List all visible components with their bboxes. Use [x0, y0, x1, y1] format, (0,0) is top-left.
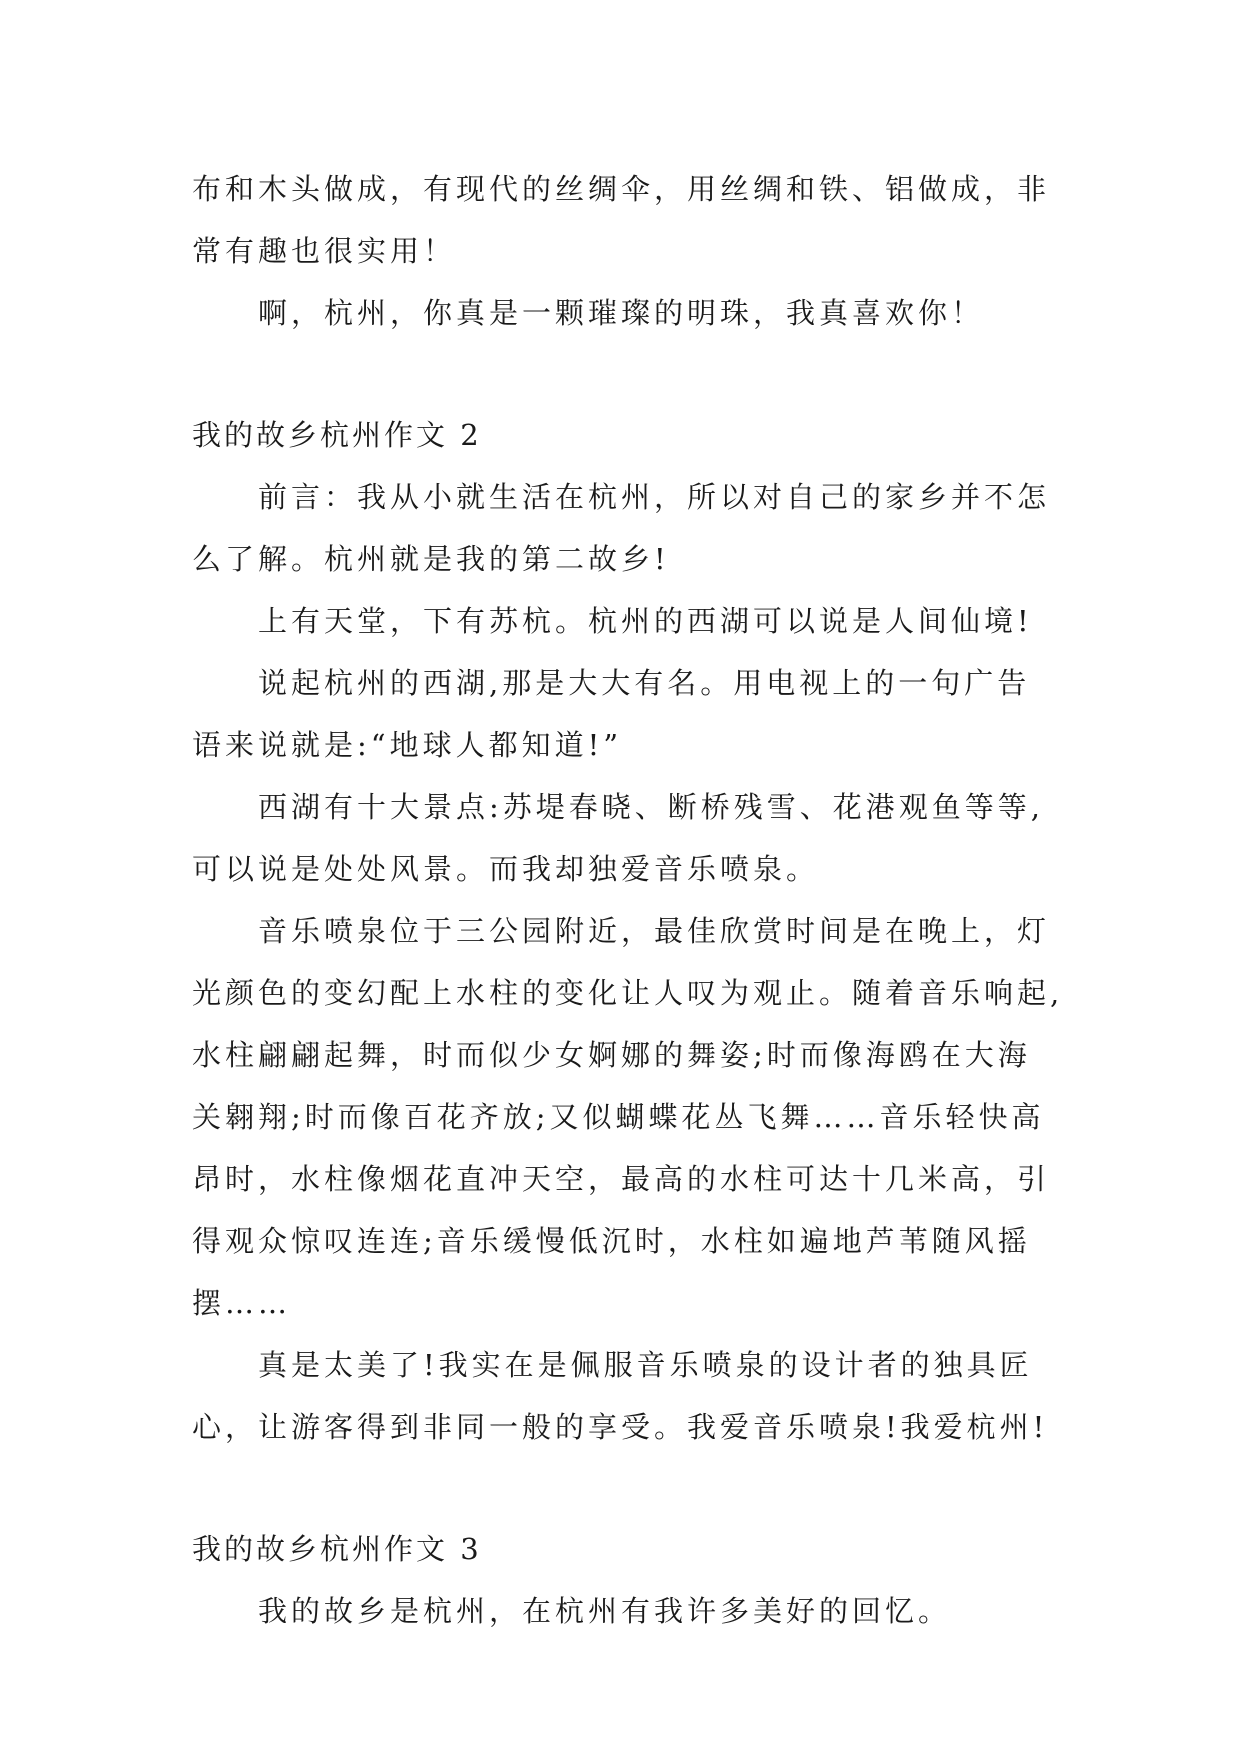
- section-gap: [192, 344, 1052, 404]
- paragraph-line: 前言：我从小就生活在杭州，所以对自己的家乡并不怎: [258, 480, 1051, 514]
- paragraph-line: 水柱翩翩起舞，时而似少女婀娜的舞姿;时而像海鸥在大海: [192, 1038, 1031, 1072]
- paragraph-line: 真是太美了!我实在是佩服音乐喷泉的设计者的独具匠: [258, 1348, 1033, 1382]
- document-body: [192, 158, 1064, 1642]
- paragraph-line: 可以说是处处风景。而我却独爱音乐喷泉。: [192, 852, 820, 886]
- paragraph-line: 么了解。杭州就是我的第二故乡!: [192, 542, 670, 576]
- paragraph-line: 音乐喷泉位于三公园附近，最佳欣赏时间是在晚上，灯: [258, 914, 1051, 948]
- paragraph-line: 光颜色的变幻配上水柱的变化让人叹为观止。随着音乐响起,: [192, 976, 1064, 1010]
- paragraph-line: 啊，杭州，你真是一颗璀璨的明珠，我真喜欢你！: [258, 296, 985, 330]
- paragraph-line: 布和木头做成，有现代的丝绸伞，用丝绸和铁、铝做成，非: [192, 172, 1051, 206]
- paragraph-line: 常有趣也很实用！: [192, 234, 457, 268]
- section-gap: [192, 1458, 1052, 1518]
- paragraph-line: 西湖有十大景点:苏堤春晓、断桥残雪、花港观鱼等等,: [258, 790, 1044, 824]
- paragraph-line: 语来说就是:“地球人都知道!”: [192, 728, 623, 762]
- paragraph-line: 上有天堂，下有苏杭。杭州的西湖可以说是人间仙境!: [258, 604, 1033, 638]
- paragraph-line: 昂时，水柱像烟花直冲天空，最高的水柱可达十几米高，引: [192, 1162, 1051, 1196]
- paragraph-line: 我的故乡是杭州，在杭州有我许多美好的回忆。: [258, 1594, 952, 1628]
- paragraph-line: 说起杭州的西湖,那是大大有名。用电视上的一句广告: [258, 666, 1031, 700]
- paragraph-line: 心，让游客得到非同一般的享受。我爱音乐喷泉!我爱杭州!: [192, 1410, 1049, 1444]
- essay-3-title: 我的故乡杭州作文 3: [192, 1532, 482, 1566]
- paragraph-line: 摆……: [192, 1286, 292, 1320]
- essay-2-title: 我的故乡杭州作文 2: [192, 418, 482, 452]
- paragraph-line: 得观众惊叹连连;音乐缓慢低沉时，水柱如遍地芦苇随风摇: [192, 1224, 1031, 1258]
- paragraph-line: 关翱翔;时而像百花齐放;又似蝴蝶花丛飞舞……音乐轻快高: [192, 1100, 1045, 1134]
